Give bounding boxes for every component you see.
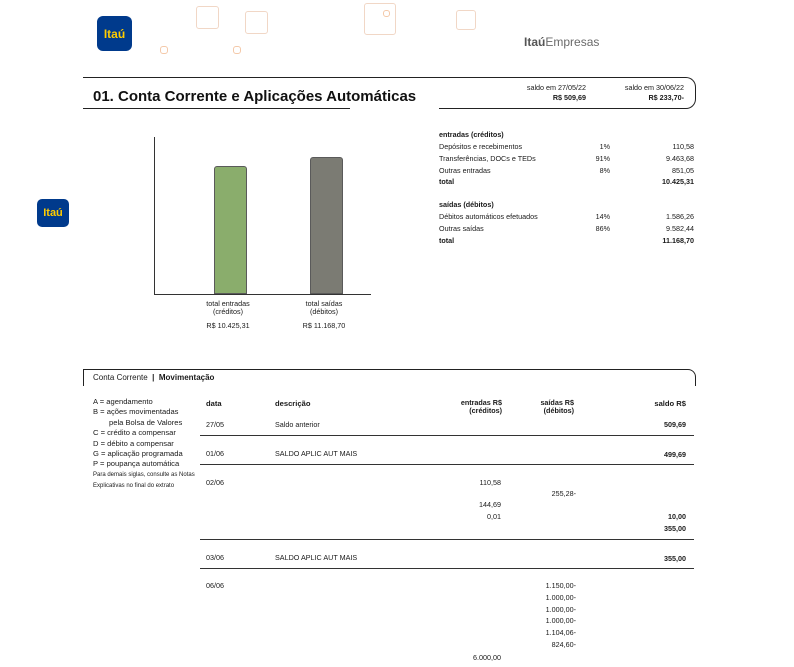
mov-date: 02/06 xyxy=(206,478,224,487)
mov-saida: 1.000,00- xyxy=(545,616,576,625)
saidas-row-pct: 86% xyxy=(595,224,610,233)
saidas-row-value: 1.586,26 xyxy=(666,212,694,221)
decorative-square xyxy=(233,46,241,54)
entradas-total-label: total xyxy=(439,177,455,186)
bar-value-saidas: R$ 11.168,70 xyxy=(302,321,346,330)
col-header-saidas-line1: saídas R$ xyxy=(540,398,574,407)
brand-name: ItaúEmpresas xyxy=(524,35,600,49)
row-divider xyxy=(200,568,694,569)
saidas-total-label: total xyxy=(439,236,455,245)
bar-label-saidas-line1: total saídas xyxy=(305,299,343,308)
mov-date: 27/05 xyxy=(206,420,224,429)
decorative-square xyxy=(383,10,390,17)
row-divider xyxy=(200,435,694,436)
row-divider xyxy=(200,464,694,465)
tab-title: Movimentação xyxy=(158,373,215,382)
saidas-row-label: Débitos automáticos efetuados xyxy=(439,212,538,221)
mov-desc: Saldo anterior xyxy=(275,420,320,429)
mov-saida: 1.000,00- xyxy=(545,593,576,602)
entradas-row-pct: 91% xyxy=(595,154,610,163)
mov-saldo: 355,00 xyxy=(664,554,686,563)
mov-date: 03/06 xyxy=(206,553,224,562)
mov-entrada: 0,01 xyxy=(487,512,501,521)
entradas-heading: entradas (créditos) xyxy=(439,130,504,139)
entradas-row-label: Depósitos e recebimentos xyxy=(439,142,523,151)
saidas-row-pct: 14% xyxy=(595,212,610,221)
entradas-row-value: 110,58 xyxy=(672,142,694,151)
mov-desc: SALDO APLIC AUT MAIS xyxy=(275,449,358,458)
legend-item: D = débito a compensar xyxy=(93,438,174,448)
mov-saldo: 10,00 xyxy=(668,512,686,521)
decorative-square xyxy=(160,46,168,54)
section-title: 01. Conta Corrente e Aplicações Automáticas xyxy=(93,88,417,105)
mov-date: 06/06 xyxy=(206,581,224,590)
mov-saldo: 355,00 xyxy=(664,524,686,533)
col-header-data: data xyxy=(206,399,222,408)
mov-saida: 1.000,00- xyxy=(545,605,576,614)
decorative-square xyxy=(456,10,476,30)
entradas-total-value: 10.425,31 xyxy=(662,177,694,186)
bar-label-entradas-line1: total entradas xyxy=(206,299,250,308)
col-header-saldo: saldo R$ xyxy=(654,399,686,408)
row-divider xyxy=(200,539,694,540)
col-header-entradas-line2: (créditos) xyxy=(469,406,502,415)
bar-value-entradas: R$ 10.425,31 xyxy=(206,321,250,330)
bar-label-saidas-line2: (débitos) xyxy=(310,307,338,316)
saidas-heading: saídas (débitos) xyxy=(439,200,494,209)
col-header-entradas-line1: entradas R$ xyxy=(460,398,502,407)
entradas-row-pct: 8% xyxy=(599,166,610,175)
entradas-row-pct: 1% xyxy=(599,142,610,151)
itau-logo: Itaú xyxy=(97,16,132,51)
mov-entrada: 6.000,00 xyxy=(473,653,501,662)
mov-saida: 824,60- xyxy=(551,640,576,649)
mov-saida: 1.150,00- xyxy=(545,581,576,590)
col-header-descricao: descrição xyxy=(275,399,311,408)
decorative-square xyxy=(196,6,219,29)
mov-entrada: 144,69 xyxy=(479,500,501,509)
chart-x-axis xyxy=(154,294,371,295)
col-header-saidas-line2: (débitos) xyxy=(543,406,574,415)
mov-desc: SALDO APLIC AUT MAIS xyxy=(275,553,358,562)
saldo-end-label: saldo em 30/06/22 xyxy=(624,83,684,92)
saldo-start-label: saldo em 27/05/22 xyxy=(526,83,586,92)
legend xyxy=(93,397,195,492)
legend-item: P = poupança automática xyxy=(93,459,180,469)
legend-item: C = crédito a compensar xyxy=(93,428,176,438)
mov-saldo: 509,69 xyxy=(664,420,686,429)
bar-label-entradas xyxy=(186,300,270,330)
decorative-square xyxy=(364,3,396,35)
mov-saida: 1.104,06- xyxy=(545,628,576,637)
bar-label-saidas xyxy=(282,300,366,330)
col-header-saidas xyxy=(504,399,574,415)
movimentacao-tab[interactable]: Conta Corrente | Movimentação xyxy=(93,373,215,382)
entradas-row-value: 851,05 xyxy=(672,166,694,175)
mov-saida: 255,28- xyxy=(551,489,576,498)
entradas-row-label: Transferências, DOCs e TEDs xyxy=(439,154,536,163)
legend-item: A = agendamento xyxy=(93,397,153,406)
decorative-square xyxy=(245,11,268,34)
legend-item: pela Bolsa de Valores xyxy=(109,417,183,427)
col-header-entradas xyxy=(430,399,502,415)
mov-date: 01/06 xyxy=(206,449,224,458)
mov-saldo: 499,69 xyxy=(664,450,686,459)
legend-note: Para demais siglas, consulte as Notas xyxy=(93,471,195,478)
bar-total-entradas xyxy=(214,166,247,294)
chart-y-axis xyxy=(154,137,155,294)
entradas-row-value: 9.463,68 xyxy=(666,154,694,163)
saldo-start-value: R$ 509,69 xyxy=(552,93,586,102)
saldo-end-value: R$ 233,70- xyxy=(648,93,684,102)
legend-item: B = ações movimentadas xyxy=(93,407,179,417)
saidas-row-value: 9.582,44 xyxy=(666,224,694,233)
itau-side-logo: Itaú xyxy=(37,199,69,227)
saidas-row-label: Outras saídas xyxy=(439,224,484,233)
bar-total-saidas xyxy=(310,157,343,294)
tab-account-label: Conta Corrente xyxy=(93,373,148,382)
bar-label-entradas-line2: (créditos) xyxy=(213,307,243,316)
legend-item: G = aplicação programada xyxy=(93,449,183,459)
legend-note: Explicativas no final do extrato xyxy=(93,482,175,489)
entradas-row-label: Outras entradas xyxy=(439,166,491,175)
mov-entrada: 110,58 xyxy=(479,478,501,487)
saidas-total-value: 11.168,70 xyxy=(662,236,694,245)
